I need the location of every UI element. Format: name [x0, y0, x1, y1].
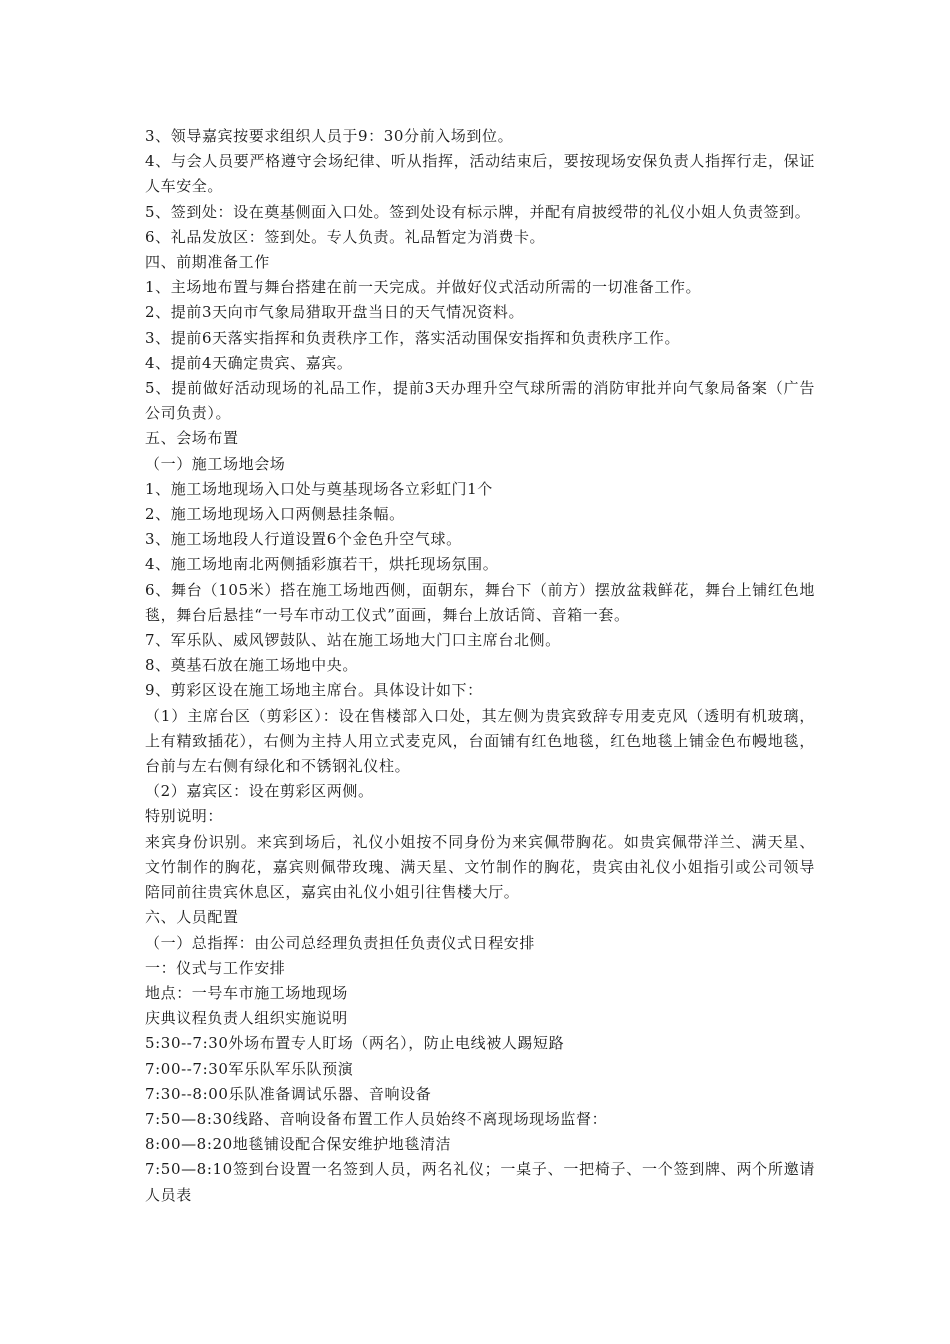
paragraph: 7:30--8:00乐队准备调试乐器、音响设备 [145, 1084, 432, 1103]
paragraph: 4、提前4天确定贵宾、嘉宾。 [145, 353, 353, 372]
paragraph: 9、剪彩区设在施工场地主席台。具体设计如下： [145, 681, 483, 700]
paragraph: （一）施工场地会场 [145, 454, 286, 473]
paragraph: 一：仪式与工作安排 [145, 958, 286, 977]
paragraph: 六、人员配置 [145, 908, 239, 927]
document-body [145, 124, 815, 1208]
paragraph: 4、与会人员要严格遵守会场纪律、听从指挥，活动结束后，要按现场安保负责人指挥行走，保证人车安全。 [145, 152, 815, 196]
paragraph: 3、领导嘉宾按要求组织人员于9：30分前入场到位。 [145, 127, 514, 145]
paragraph: （2）嘉宾区：设在剪彩区两侧。 [145, 782, 374, 801]
paragraph: 四、前期准备工作 [145, 253, 270, 272]
paragraph: 4、施工场地南北两侧插彩旗若干，烘托现场氛围。 [145, 555, 499, 574]
paragraph: 1、施工场地现场入口处与奠基现场各立彩虹门1个 [145, 479, 493, 498]
paragraph: 庆典议程负责人组织实施说明 [145, 1009, 348, 1028]
paragraph: 来宾身份识别。来宾到场后，礼仪小姐按不同身份为来宾佩带胸花。如贵宾佩带洋兰、满天星、文竹制作的胸花，嘉宾则佩带玫瑰、满天星、文竹制作的胸花，贵宾由礼仪小姐指引或公司领导陪同前往贵宾休息区，嘉宾由礼仪小姐引往售楼大厅。 [145, 832, 815, 902]
paragraph: 5、签到处：设在奠基侧面入口处。签到处设有标示牌，并配有肩披绶带的礼仪小姐人负责签到。 [145, 202, 811, 221]
paragraph: （一）总指挥：由公司总经理负责担任负责仪式日程安排 [145, 933, 536, 952]
paragraph: 特别说明： [145, 807, 224, 826]
paragraph: 2、提前3天向市气象局猎取开盘当日的天气情况资料。 [145, 303, 525, 322]
paragraph: （1）主席台区（剪彩区）：设在售楼部入口处，其左侧为贵宾致辞专用麦克风（透明有机玻璃，上有精致插花），右侧为主持人用立式麦克风，台面铺有红色地毯，红色地毯上铺金色布幔地毯，台前与左右侧有绿化和不锈钢礼仪柱。 [145, 706, 815, 776]
paragraph: 2、施工场地现场入口两侧悬挂条幅。 [145, 505, 405, 524]
paragraph: 3、提前6天落实指挥和负责秩序工作，落实活动围保安指挥和负责秩序工作。 [145, 328, 681, 347]
paragraph: 8:00—8:20地毯铺设配合保安维护地毯清洁 [145, 1135, 452, 1154]
paragraph: 1、主场地布置与舞台搭建在前一天完成。并做好仪式活动所需的一切准备工作。 [145, 278, 702, 297]
paragraph: 7:50—8:30线路、音响设备布置工作人员始终不离现场现场监督： [145, 1109, 608, 1128]
paragraph: 3、施工场地段人行道设置6个金色升空气球。 [145, 530, 462, 549]
paragraph: 5、提前做好活动现场的礼品工作，提前3天办理升空气球所需的消防审批并向气象局备案（广告公司负责）。 [145, 379, 815, 423]
paragraph: 地点：一号车市施工场地现场 [145, 983, 348, 1002]
paragraph: 7:00--7:30军乐队军乐队预演 [145, 1059, 354, 1078]
paragraph: 6、舞台（105米）搭在施工场地西侧，面朝东，舞台下（前方）摆放盆栽鲜花，舞台上铺红色地毯，舞台后悬挂“一号车市动工仪式”面画，舞台上放话筒、音箱一套。 [145, 580, 815, 624]
paragraph: 6、礼品发放区：签到处。专人负责。礼品暂定为消费卡。 [145, 227, 546, 246]
paragraph: 7、军乐队、威风锣鼓队、站在施工场地大门口主席台北侧。 [145, 631, 561, 650]
paragraph: 7:50—8:10签到台设置一名签到人员，两名礼仪；一桌子、一把椅子、一个签到牌、两个所邀请人员表 [145, 1160, 815, 1204]
paragraph: 8、奠基石放在施工场地中央。 [145, 656, 358, 675]
paragraph: 五、会场布置 [145, 429, 239, 448]
paragraph: 5:30--7:30外场布置专人盯场（两名），防止电线被人踢短路 [145, 1034, 565, 1053]
